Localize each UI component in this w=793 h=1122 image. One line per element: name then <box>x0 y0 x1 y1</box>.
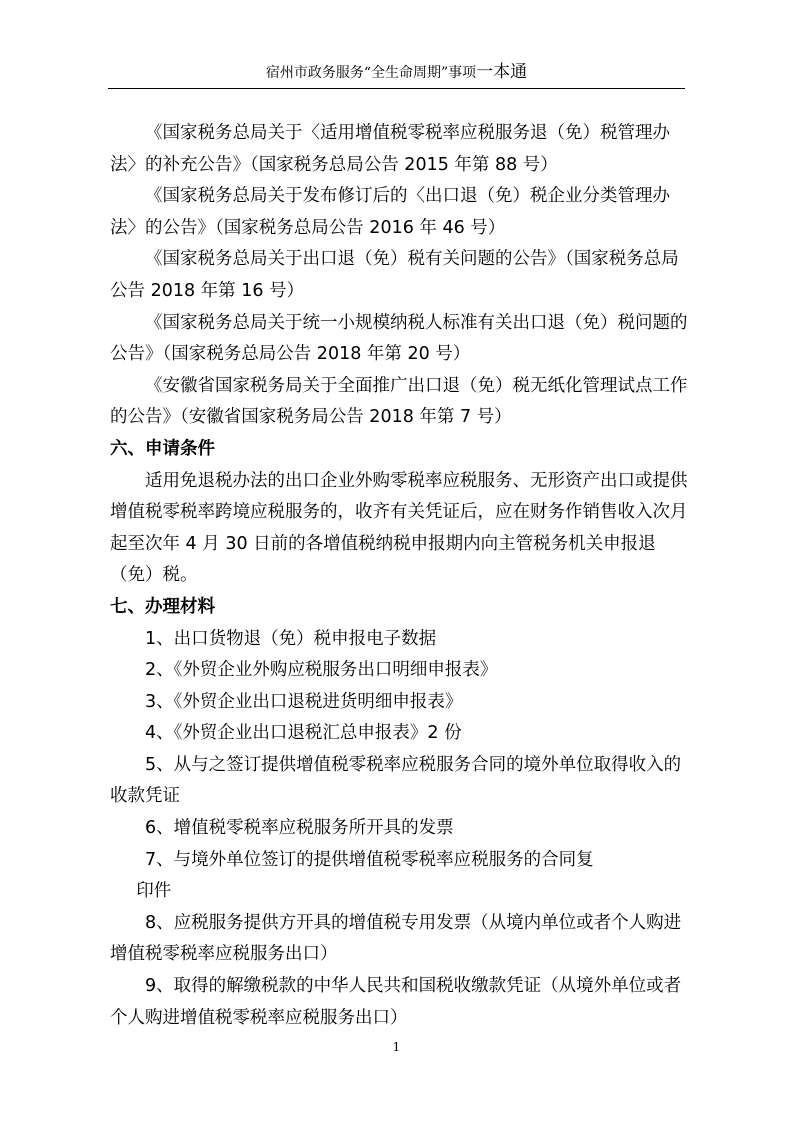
reference-item: 《国家税务总局关于统一小规模纳税人标准有关出口退（免）税问题的公告》（国家税务总局公告 2018 年第 20 号） <box>110 312 688 365</box>
reference-item: 《安徽省国家税务局关于全面推广出口退（免）税无纸化管理试点工作的公告》（安徽省国家税务局公告 2018 年第 7 号） <box>110 375 688 428</box>
section-heading-materials: 七、办理材料 <box>110 596 215 617</box>
material-item: 9、取得的解缴税款的中华人民共和国税收缴款凭证（从境外单位或者个人购进增值税零税率应税服务出口） <box>110 976 682 1028</box>
material-item: 4、《外贸企业出口退税汇总申报表》2 份 <box>145 723 462 744</box>
reference-item: 《国家税务总局关于发布修订后的〈出口退（免）税企业分类管理办法〉的公告》（国家税务总局公告 2016 年 46 号） <box>110 186 670 238</box>
header-divider <box>108 88 685 89</box>
material-item: 5、从与之签订提供增值税零税率应税服务合同的境外单位取得收入的收款凭证 <box>110 754 682 807</box>
page-header <box>0 62 793 83</box>
header-suffix: 一本通 <box>476 62 528 82</box>
reference-item: 《国家税务总局关于〈适用增值税零税率应税服务退（免）税管理办法〉的补充公告》（国家税务总局公告 2015 年第 88 号） <box>110 123 670 175</box>
material-item: 1、出口货物退（免）税申报电子数据 <box>145 628 437 649</box>
material-item: 8、应税服务提供方开具的增值税专用发票（从境内单位或者个人购进增值税零税率应税服务出口） <box>110 912 682 965</box>
material-item: 6、增值税零税率应税服务所开具的发票 <box>145 818 454 839</box>
conditions-paragraph: 适用免退税办法的出口企业外购零税率应税服务、无形资产出口或提供增值税零税率跨境应税服务的，收齐有关凭证后，应在财务作销售收入次月起至次年 4 月 30 日前的各增值税纳税申报期内向主管税务机关申报退（免）税。 <box>110 470 688 586</box>
page-number: 1 <box>392 1040 401 1054</box>
material-item-7 <box>110 845 690 908</box>
document-body <box>110 118 690 1034</box>
reference-item: 《国家税务总局关于出口退（免）税有关问题的公告》（国家税务总局公告 2018 年第 16 号） <box>110 249 679 301</box>
material-item-7-wrap: 印件 <box>136 881 172 902</box>
section-heading-conditions: 六、申请条件 <box>110 438 215 459</box>
header-prefix: 宿州市政务服务“全生命周期”事项 <box>265 65 477 81</box>
material-item-7-text: 7、与境外单位签订的提供增值税零税率应税服务的合同复 <box>145 849 594 870</box>
material-item: 3、《外贸企业出口退税进货明细申报表》 <box>145 691 463 712</box>
material-item: 2、《外贸企业外购应税服务出口明细申报表》 <box>145 660 498 681</box>
